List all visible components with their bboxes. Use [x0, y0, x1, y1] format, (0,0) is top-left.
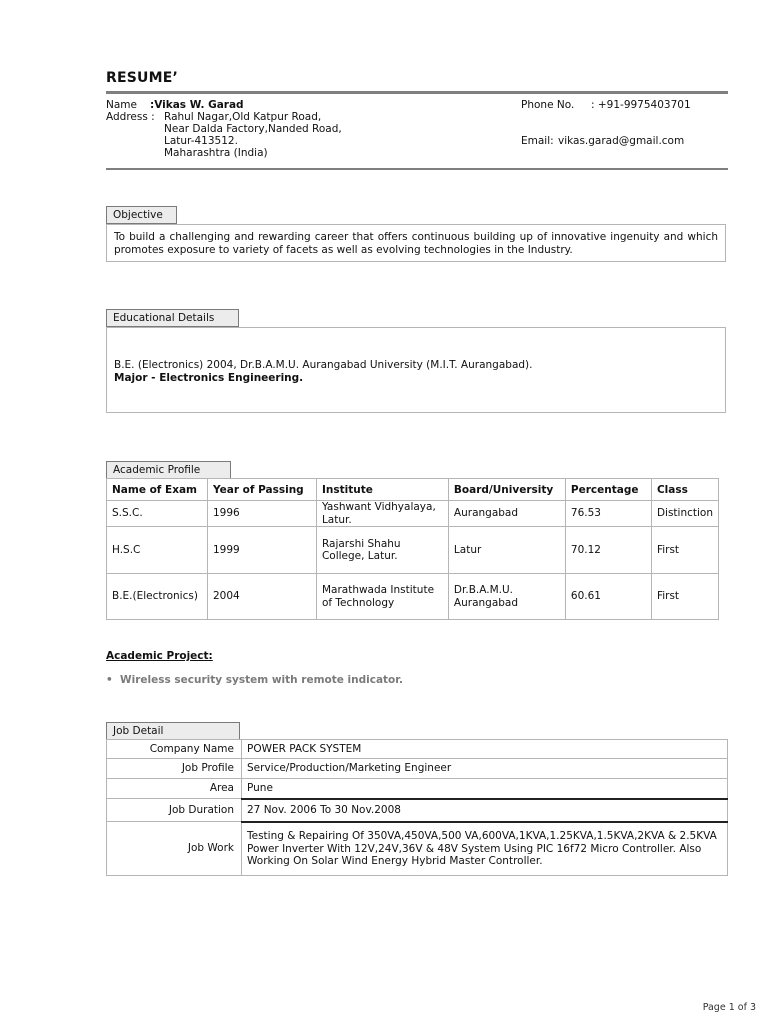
bullet-icon: •	[106, 674, 113, 686]
page-number: Page 1 of 3	[702, 1002, 756, 1013]
project-item-text: Wireless security system with remote indicator.	[120, 674, 403, 686]
objective-text: To build a challenging and rewarding career that offers continuous building up of innovative ingenuity and which promotes exposure to variety of facets as well as evolving technologies in the Industry.	[114, 231, 718, 256]
column-header: Name of Exam	[107, 479, 208, 501]
education-label: Educational Details	[106, 309, 239, 327]
email-label: Email:	[521, 135, 554, 147]
table-row	[107, 822, 728, 876]
academic-table	[106, 478, 719, 620]
table-row	[107, 799, 728, 822]
address-line: Near Dalda Factory,Nanded Road,	[164, 123, 342, 135]
job-value: 27 Nov. 2006 To 30 Nov.2008	[242, 799, 728, 822]
job-value: POWER PACK SYSTEM	[242, 740, 728, 759]
address-line: Rahul Nagar,Old Katpur Road,	[164, 111, 322, 123]
table-cell: First	[651, 527, 718, 574]
job-value: Testing & Repairing Of 350VA,450VA,500 VA,600VA,1KVA,1.25KVA,1.5KVA,2KVA & 2.5KVA Power Inverter With 12V,24V,36V & 48V System Using PIC 16f72 Micro Controller. Also Working On Solar Wind Energy Hybrid Master Controller.	[242, 822, 728, 876]
table-cell: Rajarshi Shahu College, Latur.	[316, 527, 448, 574]
table-cell: B.E.(Electronics)	[107, 574, 208, 620]
academic-profile-label: Academic Profile	[106, 461, 231, 479]
objective-label: Objective	[106, 206, 177, 224]
table-cell: 60.61	[565, 574, 651, 620]
job-table	[106, 739, 728, 876]
table-cell: Marathwada Institute of Technology	[316, 574, 448, 620]
table-cell: Yashwant Vidhyalaya, Latur.	[316, 501, 448, 527]
column-header: Board/University	[448, 479, 565, 501]
table-row	[107, 527, 719, 574]
table-cell: Distinction	[651, 501, 718, 527]
phone-value: : +91-9975403701	[591, 99, 691, 111]
table-cell: 2004	[207, 574, 316, 620]
objective-box	[106, 224, 726, 262]
table-cell: H.S.C	[107, 527, 208, 574]
table-row	[107, 779, 728, 799]
project-item	[106, 674, 403, 686]
name-label: Name	[106, 99, 137, 111]
phone-label: Phone No.	[521, 99, 575, 111]
education-box	[106, 327, 726, 413]
column-header: Percentage	[565, 479, 651, 501]
job-key: Job Work	[107, 822, 242, 876]
job-value: Service/Production/Marketing Engineer	[242, 759, 728, 779]
table-cell: 76.53	[565, 501, 651, 527]
page-title: RESUME’	[106, 70, 179, 86]
table-cell: Latur	[448, 527, 565, 574]
table-cell: Aurangabad	[448, 501, 565, 527]
column-header: Year of Passing	[207, 479, 316, 501]
top-rule	[106, 91, 728, 94]
name-value: :Vikas W. Garad	[150, 99, 244, 111]
job-key: Area	[107, 779, 242, 799]
table-cell: Dr.B.A.M.U. Aurangabad	[448, 574, 565, 620]
table-cell: 70.12	[565, 527, 651, 574]
job-key: Job Duration	[107, 799, 242, 822]
email-value: vikas.garad@gmail.com	[558, 135, 685, 147]
address-line: Maharashtra (India)	[164, 147, 268, 159]
table-header-row	[107, 479, 719, 501]
table-row	[107, 740, 728, 759]
job-detail-label: Job Detail	[106, 722, 240, 740]
table-cell: First	[651, 574, 718, 620]
header-rule	[106, 168, 728, 170]
table-cell: S.S.C.	[107, 501, 208, 527]
job-value: Pune	[242, 779, 728, 799]
column-header: Institute	[316, 479, 448, 501]
table-cell: 1996	[207, 501, 316, 527]
address-line: Latur-413512.	[164, 135, 238, 147]
table-row	[107, 501, 719, 527]
job-key: Company Name	[107, 740, 242, 759]
column-header: Class	[651, 479, 718, 501]
education-major: Major - Electronics Engineering.	[114, 371, 304, 384]
address-label: Address :	[106, 111, 155, 123]
table-row	[107, 574, 719, 620]
table-cell: 1999	[207, 527, 316, 574]
project-heading: Academic Project:	[106, 650, 213, 662]
table-row	[107, 759, 728, 779]
education-line: B.E. (Electronics) 2004, Dr.B.A.M.U. Aurangabad University (M.I.T. Aurangabad).	[114, 359, 533, 371]
job-key: Job Profile	[107, 759, 242, 779]
